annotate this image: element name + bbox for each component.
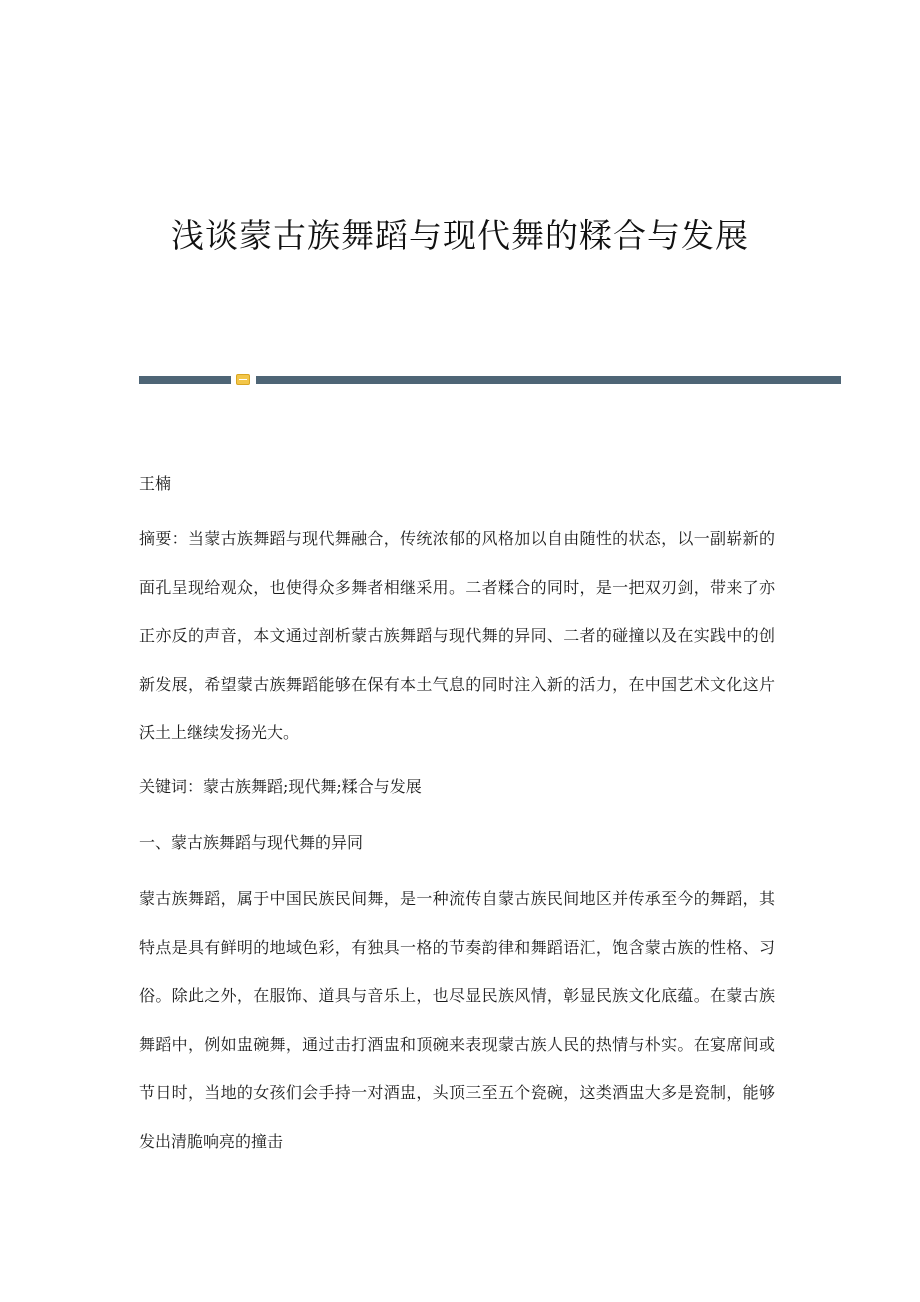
abstract-paragraph: 摘要：当蒙古族舞蹈与现代舞融合，传统浓郁的风格加以自由随性的状态，以一副崭新的面孔呈现给观众，也使得众多舞者相继采用。二者糅合的同时，是一把双刃剑，带来了亦正亦反的声音，本文通过剖析蒙古族舞蹈与现代舞的异同、二者的碰撞以及在实践中的创新发展，希望蒙古族舞蹈能够在保有本土气息的同时注入新的活力，在中国艺术文化这片沃土上继续发扬光大。 xyxy=(139,529,775,742)
keywords-line: 关键词：蒙古族舞蹈;现代舞;糅合与发展 xyxy=(139,777,422,796)
divider-bar-right xyxy=(256,376,841,384)
document-title: 浅谈蒙古族舞蹈与现代舞的糅合与发展 xyxy=(171,216,749,255)
author-name: 王楠 xyxy=(139,474,172,493)
divider-bar-left xyxy=(139,376,231,384)
document-emblem-icon xyxy=(236,374,250,385)
section-heading: 一、蒙古族舞蹈与现代舞的异同 xyxy=(139,833,364,852)
title-divider xyxy=(139,372,841,386)
body-paragraph: 蒙古族舞蹈，属于中国民族民间舞，是一种流传自蒙古族民间地区并传承至今的舞蹈，其特点是具有鲜明的地域色彩，有独具一格的节奏韵律和舞蹈语汇，饱含蒙古族的性格、习俗。除此之外，在服饰、道具与音乐上，也尽显民族风情，彰显民族文化底蕴。在蒙古族舞蹈中，例如盅碗舞，通过击打酒盅和顶碗来表现蒙古族人民的热情与朴实。在宴席间或节日时，当地的女孩们会手持一对酒盅，头顶三至五个瓷碗，这类酒盅大多是瓷制，能够发出清脆响亮的撞击 xyxy=(139,889,775,1151)
